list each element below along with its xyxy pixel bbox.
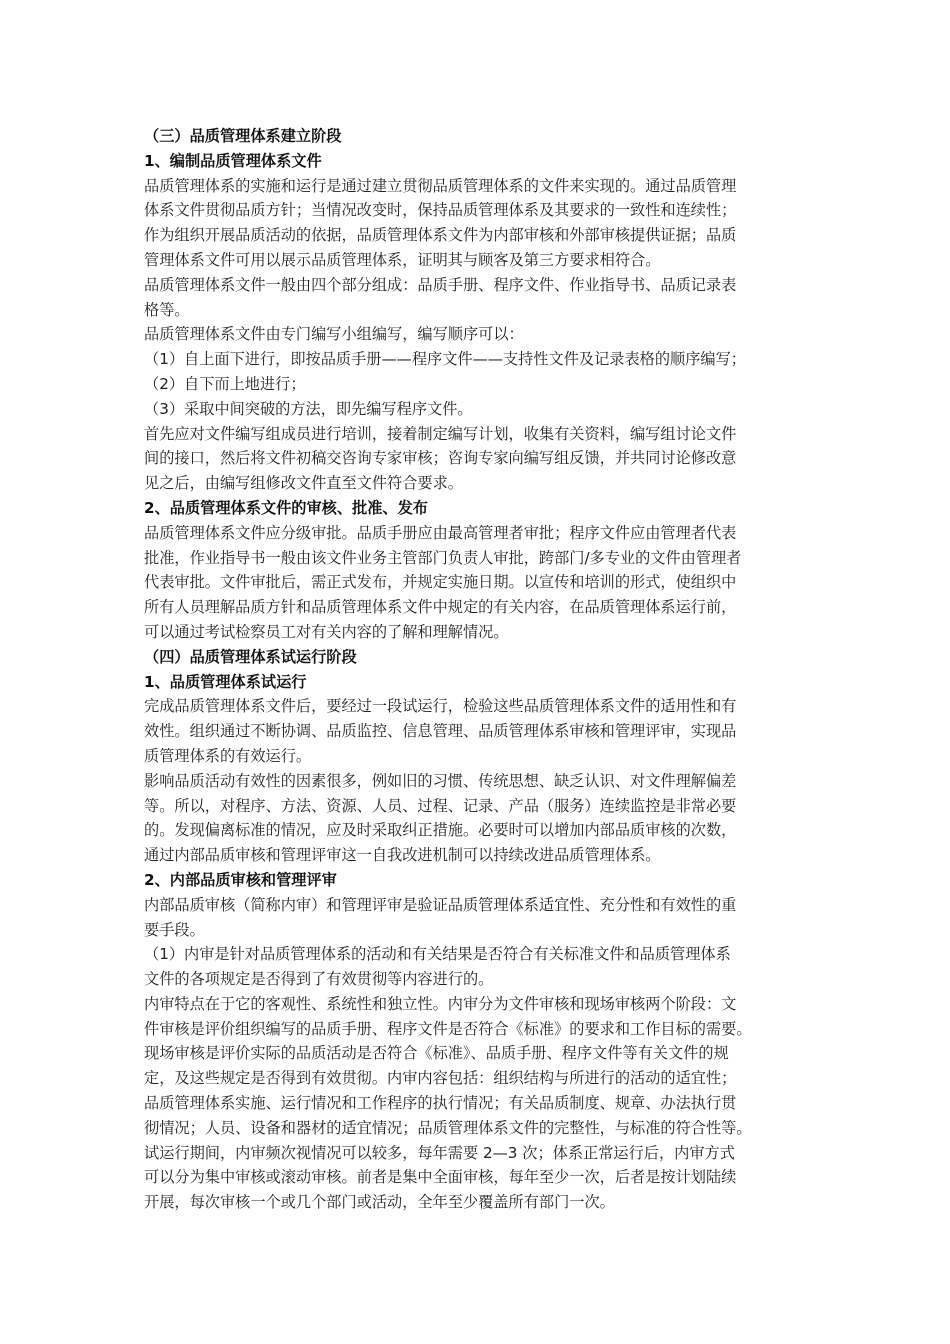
text-line: 现场审核是评价实际的品质活动是否符合《标准》、品质手册、程序文件等有关文件的规 [144,1044,729,1063]
section-heading: 1、编制品质管理体系文件 [144,151,322,170]
text-line: 品质管理体系的实施和运行是通过建立贯彻品质管理体系的文件来实现的。通过品质管理 [144,176,737,195]
section-heading: （四）品质管理体系试运行阶段 [144,647,357,666]
text-line: 定，及这些规定是否得到有效贯彻。内审内容包括：组织结构与所进行的活动的适宜性； [144,1069,737,1088]
text-line: 品质管理体系文件应分级审批。品质手册应由最高管理者审批；程序文件应由管理者代表 [144,523,737,542]
text-line: （1）自上面下进行，即按品质手册——程序文件——支持性文件及记录表格的顺序编写； [144,350,746,369]
text-line: （2）自下而上地进行； [144,374,306,393]
text-line: 试运行期间，内审频次视情况可以较多，每年需要 2—3 次；体系正常运行后，内审方式 [144,1143,735,1162]
text-line: 可以通过考试检察员工对有关内容的了解和理解情况。 [144,622,509,641]
text-line: 所有人员理解品质方针和品质管理体系文件中规定的有关内容，在品质管理体系运行前， [144,598,737,617]
text-line: 批准，作业指导书一般由该文件业务主管部门负责人审批，跨部门/多专业的文件由管理者 [144,548,742,567]
text-line: 可以分为集中审核或滚动审核。前者是集中全面审核，每年至少一次，后者是按计划陆续 [144,1168,737,1187]
section-heading: 2、内部品质审核和管理评审 [144,870,337,889]
text-line: 间的接口，然后将文件初稿交咨询专家审核；咨询专家向编写组反馈，并共同讨论修改意 [144,449,737,468]
text-line: 品质管理体系文件由专门编写小组编写，编写顺序可以： [144,325,524,344]
text-line: 彻情况；人员、设备和器材的适宜情况；品质管理体系文件的完整性，与标准的符合性等。 [144,1118,752,1137]
text-line: 要手段。 [144,920,205,939]
text-line: 的。发现偏离标准的情况，应及时采取纠正措施。必要时可以增加内部品质审核的次数， [144,821,737,840]
document-page [144,124,814,1215]
text-line: 内部品质审核（简称内审）和管理评审是验证品质管理体系适宜性、充分性和有效性的重 [144,895,737,914]
text-line: 件审核是评价组织编写的品质手册、程序文件是否符合《标准》的要求和工作目标的需要。 [144,1019,752,1038]
text-line: 开展，每次审核一个或几个部门或活动，全年至少覆盖所有部门一次。 [144,1193,615,1212]
text-line: 品质管理体系实施、运行情况和工作程序的执行情况；有关品质制度、规章、办法执行贯 [144,1094,737,1113]
text-line: （3）采取中间突破的方法，即先编写程序文件。 [144,399,473,418]
text-line: 首先应对文件编写组成员进行培训，接着制定编写计划，收集有关资料，编写组讨论文件 [144,424,737,443]
text-line: 等。所以，对程序、方法、资源、人员、过程、记录、产品（服务）连续监控是非常必要 [144,796,737,815]
text-line: 见之后，由编写组修改文件直至文件符合要求。 [144,474,463,493]
text-line: 代表审批。文件审批后，需正式发布，并规定实施日期。以宣传和培训的形式，使组织中 [144,573,737,592]
text-line: 效性。组织通过不断协调、品质监控、信息管理、品质管理体系审核和管理评审，实现品 [144,722,737,741]
text-line: 格等。 [144,300,190,319]
text-line: 质管理体系的有效运行。 [144,746,312,765]
section-heading: （三）品质管理体系建立阶段 [144,127,342,145]
section-heading: 2、品质管理体系文件的审核、批准、发布 [144,498,428,517]
text-line: 影响品质活动有效性的因素很多，例如旧的习惯、传统思想、缺乏认识、对文件理解偏差 [144,771,737,790]
text-line: 体系文件贯彻品质方针；当情况改变时，保持品质管理体系及其要求的一致性和连续性； [144,201,737,220]
section-heading: 1、品质管理体系试运行 [144,672,307,691]
text-line: 内审特点在于它的客观性、系统性和独立性。内审分为文件审核和现场审核两个阶段：文 [144,994,737,1013]
text-line: 文件的各项规定是否得到了有效贯彻等内容进行的。 [144,970,494,989]
text-line: 作为组织开展品质活动的依据，品质管理体系文件为内部审核和外部审核提供证据；品质 [144,226,737,245]
text-line: （1）内审是针对品质管理体系的活动和有关结果是否符合有关标准文件和品质管理体系 [144,945,731,964]
text-line: 完成品质管理体系文件后，要经过一段试运行，检验这些品质管理体系文件的适用性和有 [144,697,737,716]
text-line: 通过内部品质审核和管理评审这一自我改进机制可以持续改进品质管理体系。 [144,846,661,865]
text-line: 管理体系文件可用以展示品质管理体系，证明其与顾客及第三方要求相符合。 [144,250,661,269]
text-line: 品质管理体系文件一般由四个部分组成：品质手册、程序文件、作业指导书、品质记录表 [144,275,737,294]
